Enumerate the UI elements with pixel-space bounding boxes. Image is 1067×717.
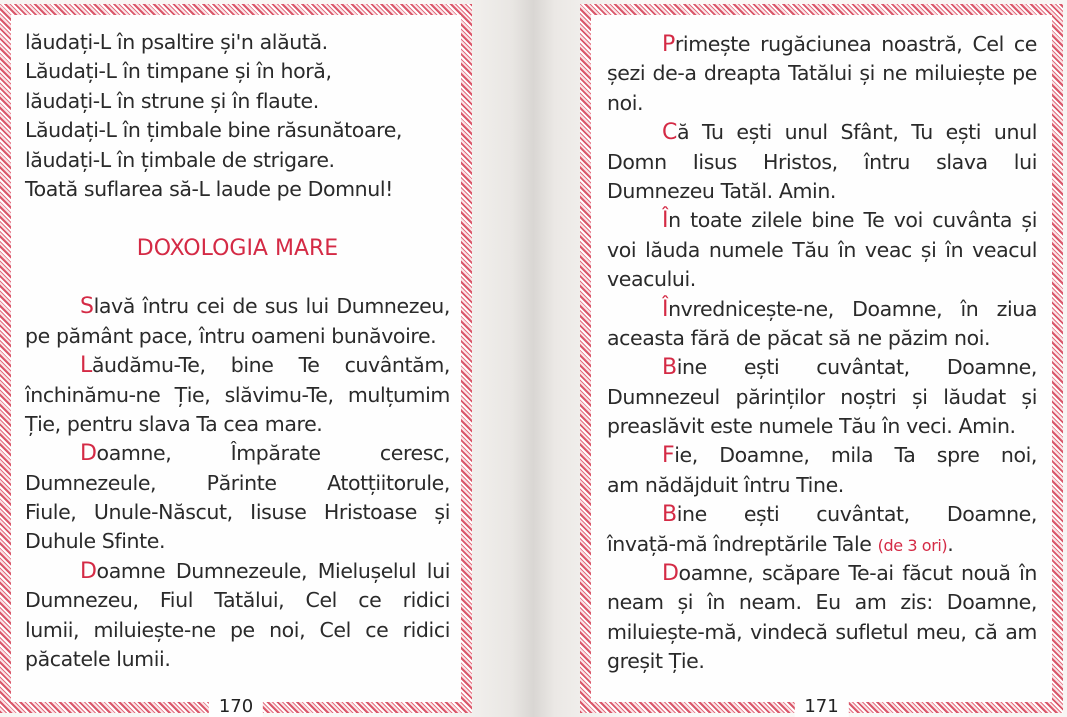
poem-line: lăudați-L în psaltire și'n alăută. [25, 30, 328, 54]
drop-initial: L [80, 353, 92, 379]
text-line [25, 410, 450, 439]
line-text: oamne Dumnezeule, Mielușelul lui [96, 558, 450, 583]
line-text: ăudămu-Te, bine Te cuvântăm, [91, 353, 450, 378]
left-page-text [25, 28, 450, 674]
drop-initial: C [662, 120, 677, 146]
text-line [607, 559, 1037, 588]
text-line [607, 353, 1037, 382]
section-heading: DOXOLOGIA MARE [136, 236, 339, 262]
paragraph [607, 206, 1037, 294]
line-text: Fiule, Unule-Născut, Iisuse Hristoase și [25, 500, 450, 525]
text-line [25, 381, 450, 410]
paragraph [607, 441, 1037, 500]
paragraph [25, 557, 450, 675]
text-line [607, 118, 1037, 147]
line-text: Dumnezeu, Fiul Tatălui, Cel ce ridici [25, 588, 450, 613]
text-line [25, 616, 450, 645]
line-text: Domn Iisus Hristos, întru slava lui [607, 149, 1037, 174]
drop-initial: D [662, 561, 679, 587]
line-text: închinămu-ne Ție, slăvimu-Te, mulțumim [25, 382, 450, 407]
line-text: noi. [607, 90, 644, 115]
text-line [25, 439, 450, 468]
line-text: oamne, scăpare Te-ai făcut nouă în [678, 561, 1037, 586]
text-line [25, 527, 450, 556]
text-line [607, 89, 1037, 118]
drop-initial: B [662, 502, 677, 528]
text-line [607, 177, 1037, 206]
drop-initial: S [80, 294, 94, 320]
text-line [607, 471, 1037, 500]
line-text: ă Tu ești unul Sfânt, Tu ești unul [676, 120, 1037, 145]
rubric-note: (de 3 ori) [877, 535, 948, 555]
line-text: lumii, miluiește-ne pe noi, Cel ce ridici [25, 617, 450, 642]
text-line [607, 441, 1037, 470]
line-text: păcatele lumii. [25, 647, 171, 672]
line-text: pe pământ pace, întru oameni bunăvoire. [25, 323, 437, 348]
line-text: aceasta fără de păcat să ne păzim noi. [607, 325, 991, 350]
paragraph [607, 118, 1037, 206]
paragraph [607, 295, 1037, 354]
text-line [607, 588, 1037, 617]
poem-line: Lăudați-L în timpane și în horă, [25, 59, 332, 84]
right-page [580, 4, 1063, 717]
line-text: n toate zilele bine Te voi cuvânta și [668, 208, 1037, 233]
line-text: neam și în neam. Eu am zis: Doamne, [607, 590, 1037, 615]
paragraph [25, 351, 450, 439]
line-text: învață-mă îndreptările Tale [607, 531, 872, 556]
left-page [0, 4, 472, 717]
line-text: șezi de-a dreapta Tatălui și ne miluiește pe [607, 61, 1037, 86]
text-line [25, 498, 450, 527]
poem-line: Toată suflarea să-L laude pe Domnul! [25, 176, 393, 201]
line-text: Duhule Sfinte. [25, 529, 166, 554]
line-text: ine ești cuvântat, Doamne, [676, 355, 1037, 380]
right-page-text [607, 30, 1037, 677]
line-text: Ție, pentru slava Ta cea mare. [25, 411, 323, 436]
drop-initial: D [80, 441, 97, 467]
line-text: miluiește-mă, vindecă sufletul meu, că am [607, 619, 1037, 644]
text-line [25, 557, 450, 586]
line-text: preaslăvit este numele Tău în veci. Amin. [607, 414, 1016, 439]
line-text: rimește rugăciunea noastră, Cel ce [674, 32, 1037, 56]
paragraph [607, 30, 1037, 118]
poem-line: lăudați-L în strune și în flaute. [25, 88, 319, 113]
line-text: Dumnezeu Tatăl. Amin. [607, 178, 837, 203]
text-line [607, 530, 1037, 559]
page-number: 171 [794, 697, 848, 717]
text-line [607, 500, 1037, 529]
paragraph [25, 439, 450, 557]
line-text: nvrednicește-ne, Doamne, în ziua [668, 296, 1037, 321]
paragraph [25, 292, 450, 351]
text-line [25, 469, 450, 498]
paragraph [607, 559, 1037, 677]
drop-initial: Î [662, 208, 669, 234]
text-line [607, 324, 1037, 353]
text-line [607, 59, 1037, 88]
drop-initial: F [662, 443, 675, 469]
poem-line: Lăudați-L în țimbale bine răsunătoare, [25, 118, 403, 143]
drop-initial: D [80, 558, 97, 584]
paragraph [607, 500, 1037, 559]
text-line [607, 295, 1037, 324]
text-line [25, 292, 450, 321]
text-line [607, 618, 1037, 647]
text-line [25, 351, 450, 380]
drop-initial: B [662, 355, 677, 381]
line-text: Dumnezeule, Părinte Atotțiitorule, [25, 470, 450, 495]
text-line [607, 148, 1037, 177]
line-text: lavă întru cei de sus lui Dumnezeu, [93, 294, 450, 319]
text-line [607, 383, 1037, 412]
text-line [25, 586, 450, 615]
text-line [25, 322, 450, 351]
line-text: ie, Doamne, mila Ta spre noi, [674, 443, 1037, 468]
drop-initial: Î [662, 296, 669, 322]
line-text: greșit Ție. [607, 649, 705, 674]
text-line [607, 30, 1037, 59]
text-line [607, 265, 1037, 294]
line-text: Dumnezeul părinților noștri și lăudat și [607, 384, 1037, 409]
paragraph [607, 353, 1037, 441]
line-text: . [947, 531, 954, 556]
line-text: am nădăjduit întru Tine. [607, 472, 844, 497]
text-line [25, 645, 450, 674]
line-text: veacului. [607, 267, 696, 292]
text-line [607, 206, 1037, 235]
page-number: 170 [209, 697, 263, 717]
text-line [607, 412, 1037, 441]
line-text: voi lăuda numele Tău în veac și în veacul [607, 237, 1037, 262]
drop-initial: P [662, 32, 675, 57]
text-line [607, 647, 1037, 676]
line-text: ine ești cuvântat, Doamne, [676, 502, 1037, 527]
poem-line: lăudați-L în țimbale de strigare. [25, 147, 335, 172]
line-text: oamne, Împărate ceresc, [96, 441, 450, 466]
text-line [607, 236, 1037, 265]
